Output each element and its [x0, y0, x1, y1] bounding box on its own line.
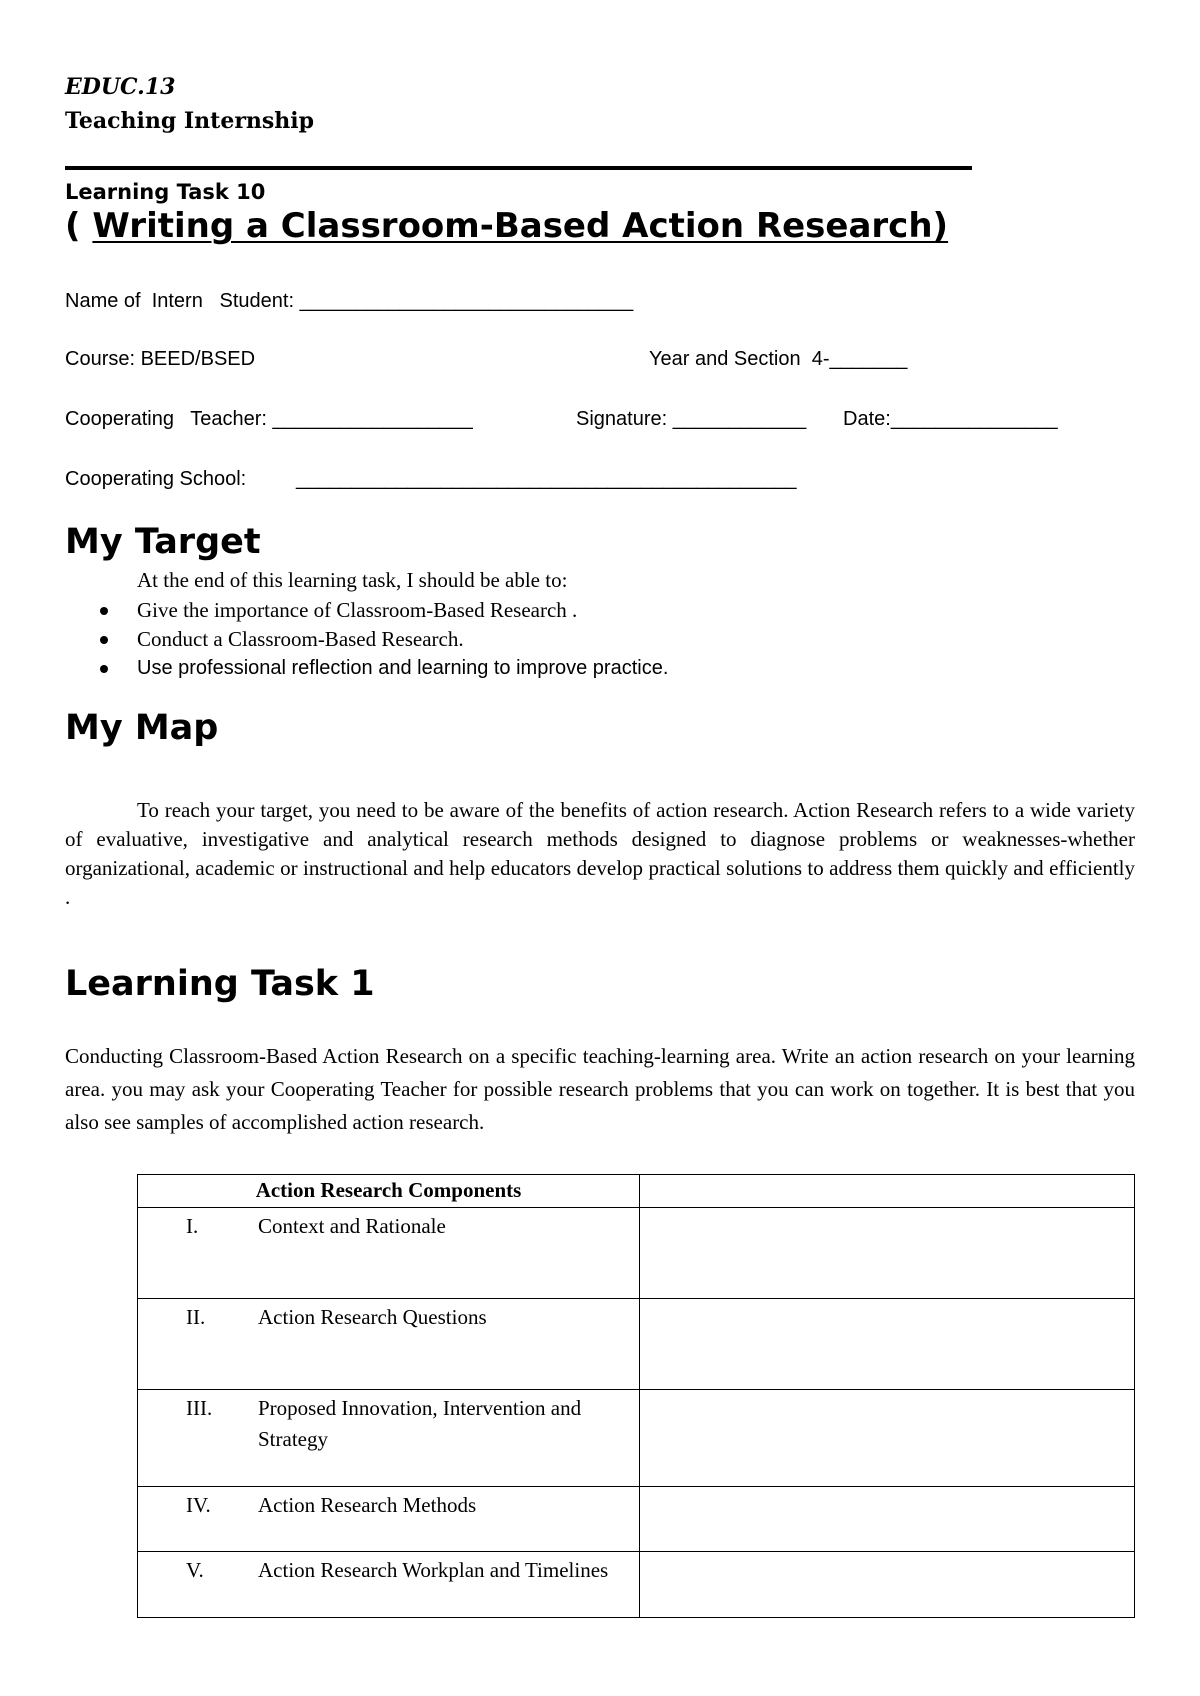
- date-field: [843, 408, 1058, 431]
- row-numeral: II.: [186, 1305, 206, 1329]
- component-label: Action Research Methods: [258, 1493, 477, 1517]
- row-numeral: V.: [186, 1558, 204, 1582]
- cooperating-school-blank[interactable]: _____________________________________________: [296, 468, 797, 490]
- task-label: Learning Task 10: [65, 180, 266, 204]
- year-section-blank[interactable]: _______: [829, 348, 908, 370]
- objectives-list: [100, 596, 668, 683]
- table-row: [138, 1299, 1135, 1390]
- objective-item: Conduct a Classroom-Based Research.: [100, 625, 668, 654]
- course-code: EDUC.13: [65, 74, 176, 100]
- intern-name-blank[interactable]: ______________________________: [299, 290, 634, 312]
- table-row: [138, 1487, 1135, 1552]
- components-column-header: Action Research Components: [138, 1175, 640, 1208]
- row-numeral: IV.: [186, 1493, 211, 1517]
- task-title-text: Writing a Classroom-Based Action Research): [92, 206, 949, 246]
- task-title: [65, 206, 948, 246]
- signature-label: Signature:: [576, 408, 668, 430]
- answer-cell[interactable]: [640, 1487, 1135, 1552]
- table-row: [138, 1208, 1135, 1299]
- intern-name-label: Name of Intern Student:: [65, 290, 295, 312]
- year-section-field: [649, 348, 907, 371]
- header-divider: [65, 166, 972, 170]
- intern-name-field: [65, 290, 633, 313]
- answer-cell[interactable]: [640, 1208, 1135, 1299]
- my-target-heading: My Target: [65, 522, 261, 562]
- signature-field: [576, 408, 806, 431]
- objective-item: Give the importance of Classroom-Based Research .: [100, 596, 668, 625]
- my-map-paragraph: To reach your target, you need to be aware of the benefits of action research. Action Research refers to a wide variety of evaluative, investigative and analytical research methods designed to diagnose problems or weaknesses-whether organizational, academic or instructional and help educators develop practical solutions to address them quickly and efficiently .: [65, 798, 1135, 909]
- answer-cell[interactable]: [640, 1390, 1135, 1487]
- answer-cell[interactable]: [640, 1299, 1135, 1390]
- table-row: [138, 1390, 1135, 1487]
- cooperating-school-label: Cooperating School:: [65, 468, 247, 490]
- row-numeral: III.: [186, 1396, 213, 1420]
- component-label: Proposed Innovation, Intervention and Strategy: [258, 1396, 582, 1451]
- date-blank[interactable]: _______________: [890, 408, 1058, 430]
- my-map-heading: My Map: [65, 708, 219, 748]
- cooperating-teacher-label: Cooperating Teacher:: [65, 408, 267, 430]
- component-label: Action Research Questions: [258, 1305, 487, 1329]
- course-field: Course: BEED/BSED: [65, 348, 256, 370]
- answer-cell[interactable]: [640, 1552, 1135, 1618]
- task-title-paren: (: [65, 206, 93, 246]
- objective-item: Use professional reflection and learning to improve practice.: [100, 654, 668, 683]
- course-name: Teaching Internship: [65, 108, 315, 134]
- component-label: Action Research Workplan and Timelines: [258, 1558, 609, 1582]
- table-header-row: [138, 1175, 1135, 1208]
- date-label: Date:: [843, 408, 891, 430]
- table-row: [138, 1552, 1135, 1618]
- answer-column-header: [640, 1175, 1135, 1208]
- learning-task-1-paragraph: Conducting Classroom-Based Action Research on a specific teaching-learning area. Write an action research on your learning area. you may ask your Cooperating Teacher for possible research problems that you can work on together. It is best that you also see samples of accomplished action research.: [65, 1044, 1135, 1134]
- row-numeral: I.: [186, 1214, 199, 1238]
- action-research-components-table: [137, 1174, 1135, 1618]
- signature-blank[interactable]: ____________: [672, 408, 807, 430]
- component-label: Context and Rationale: [258, 1214, 446, 1238]
- learning-task-1-heading: Learning Task 1: [65, 964, 375, 1004]
- target-intro: At the end of this learning task, I should be able to:: [137, 568, 568, 592]
- cooperating-teacher-field: [65, 408, 473, 431]
- cooperating-teacher-blank[interactable]: __________________: [272, 408, 473, 430]
- year-section-label: Year and Section 4-: [649, 348, 830, 370]
